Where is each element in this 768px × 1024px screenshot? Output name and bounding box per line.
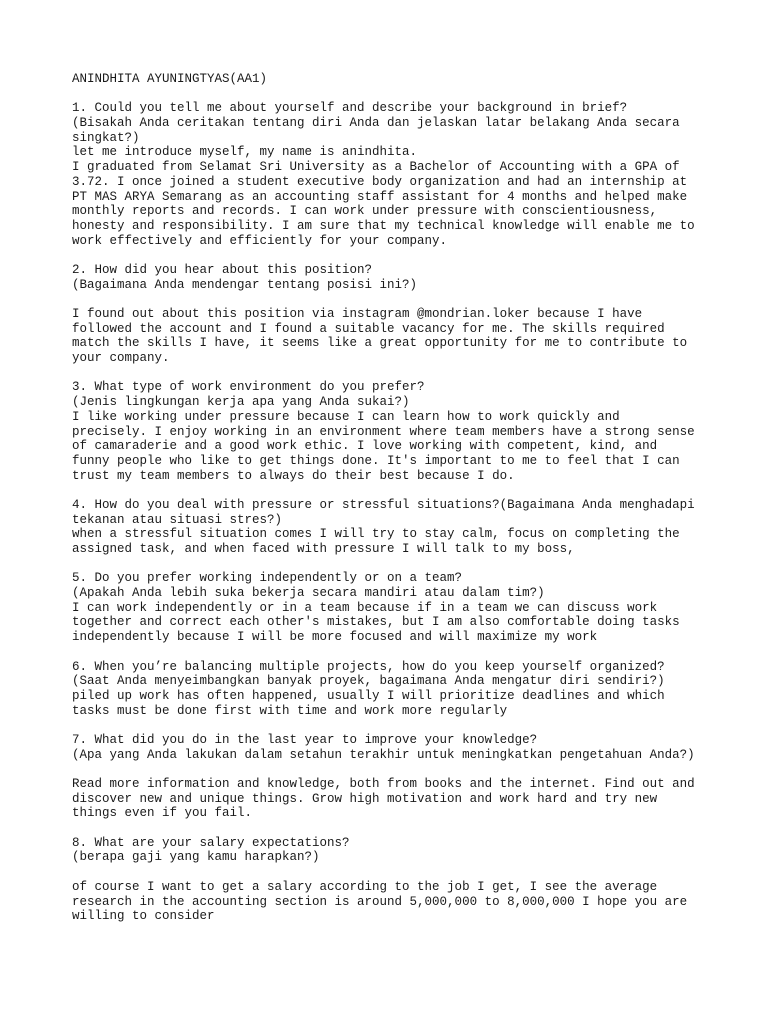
document-page [72, 72, 712, 924]
text-line: match the skills I have, it seems like a great opportunity for me to contribute to [72, 336, 688, 351]
text-line: PT MAS ARYA Semarang as an accounting staff assistant for 4 months and helped make [72, 189, 688, 204]
qa-section-6 [72, 660, 712, 719]
qa-section-5 [72, 571, 712, 644]
spacer [72, 557, 712, 572]
text-line: piled up work has often happened, usually I will prioritize deadlines and which [72, 688, 665, 703]
text-line [72, 865, 712, 880]
qa-section-7 [72, 733, 712, 821]
question-line: 6. When you’re balancing multiple projects, how do you keep yourself organized? [72, 659, 665, 674]
question-line: 8. What are your salary expectations? [72, 835, 350, 850]
text-line: honesty and responsibility. I am sure that my technical knowledge will enable me to [72, 218, 695, 233]
question-line: 1. Could you tell me about yourself and describe your background in brief? [72, 101, 628, 116]
text-line: monthly reports and records. I can work under pressure with conscientiousness, [72, 204, 658, 219]
spacer [72, 821, 712, 836]
text-line: (Bisakah Anda ceritakan tentang diri Anda dan jelaskan latar belakang Anda secara [72, 116, 680, 131]
text-line: (Saat Anda menyeimbangkan banyak proyek, bagaimana Anda mengatur diri sendiri?) [72, 674, 665, 689]
text-line [72, 292, 712, 307]
question-line: 7. What did you do in the last year to improve your knowledge? [72, 732, 538, 747]
text-line: your company. [72, 351, 170, 366]
text-line: independently because I will be more focused and will maximize my work [72, 630, 598, 645]
question-line: 2. How did you hear about this position? [72, 262, 373, 277]
text-line: singkat?) [72, 130, 140, 145]
text-line: of camaraderie and a good work ethic. I love working with competent, kind, and [72, 439, 658, 454]
question-line: 4. How do you deal with pressure or stressful situations?(Bagaimana Anda menghadapi [72, 497, 695, 512]
text-line: I found out about this position via instagram @mondrian.loker because I have [72, 307, 643, 321]
text-line: willing to consider [72, 909, 215, 924]
question-line: 3. What type of work environment do you prefer? [72, 380, 425, 395]
qa-section-8 [72, 836, 712, 924]
spacer [72, 645, 712, 660]
spacer [72, 483, 712, 498]
text-line: together and correct each other's mistakes, but I am also comfortable doing tasks [72, 615, 680, 630]
text-line: things even if you fail. [72, 806, 253, 821]
qa-section-2 [72, 263, 712, 366]
spacer [72, 718, 712, 733]
text-line: research in the accounting section is around 5,000,000 to 8,000,000 I hope you are [72, 894, 688, 909]
qa-section-1 [72, 101, 712, 248]
question-line: 5. Do you prefer working independently or on a team? [72, 571, 463, 586]
text-line: Read more information and knowledge, both from books and the internet. Find out and [72, 777, 695, 791]
text-line: I can work independently or in a team because if in a team we can discuss work [72, 600, 658, 615]
qa-section-4 [72, 498, 712, 557]
text-line: (Apa yang Anda lakukan dalam setahun terakhir untuk meningkatkan pengetahuan Anda?) [72, 747, 695, 762]
text-line: I like working under pressure because I can learn how to work quickly and [72, 409, 620, 424]
text-line: 3.72. I once joined a student executive body organization and had an internship at [72, 174, 688, 189]
text-line: let me introduce myself, my name is anindhita. [72, 145, 418, 160]
text-line: (Bagaimana Anda mendengar tentang posisi ini?) [72, 277, 418, 292]
text-line: (Apakah Anda lebih suka bekerja secara mandiri atau dalam tim?) [72, 586, 545, 601]
text-line [72, 762, 712, 777]
spacer [72, 366, 712, 381]
text-line: work effectively and efficiently for your company. [72, 233, 448, 248]
text-line: discover new and unique things. Grow high motivation and work hard and try new [72, 791, 658, 806]
text-line: trust my team members to always do their best because I do. [72, 468, 515, 483]
qa-sections [72, 101, 712, 924]
qa-section-3 [72, 380, 712, 483]
text-line: assigned task, and when faced with pressure I will talk to my boss, [72, 542, 575, 556]
text-line: precisely. I enjoy working in an environment where team members have a strong sense [72, 424, 695, 439]
text-line: when a stressful situation comes I will try to stay calm, focus on completing the [72, 527, 680, 542]
spacer [72, 248, 712, 263]
text-line: of course I want to get a salary according to the job I get, I see the average [72, 879, 658, 894]
text-line: I graduated from Selamat Sri University as a Bachelor of Accounting with a GPA of [72, 160, 680, 175]
text-line: (Jenis lingkungan kerja apa yang Anda sukai?) [72, 395, 410, 410]
text-line: funny people who like to get things done. It's important to me to feel that I can [72, 453, 680, 468]
text-line: followed the account and I found a suitable vacancy for me. The skills required [72, 321, 665, 336]
text-line: (berapa gaji yang kamu harapkan?) [72, 850, 320, 865]
text-line: tekanan atau situasi stres?) [72, 512, 283, 527]
document-title: ANINDHITA AYUNINGTYAS(AA1) [72, 72, 268, 86]
spacer [72, 87, 712, 102]
text-line: tasks must be done first with time and work more regularly [72, 703, 508, 718]
